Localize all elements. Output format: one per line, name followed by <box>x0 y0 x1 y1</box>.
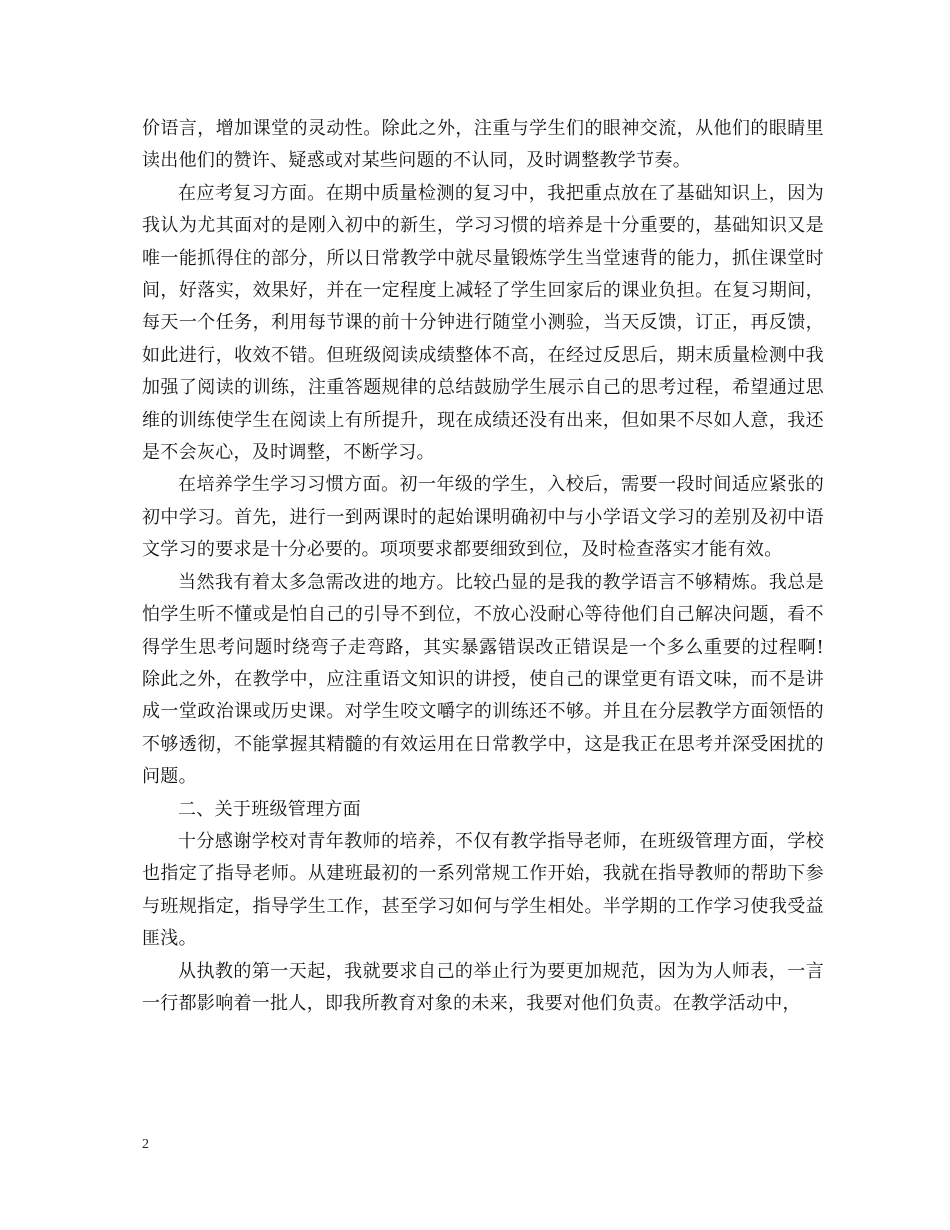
document-body <box>142 113 824 1020</box>
paragraph-improvements: 当然我有着太多急需改进的地方。比较凸显的是我的教学语言不够精炼。我总是怕学生听不懂或是怕自己的引导不到位，不放心没耐心等待他们自己解决问题，看不得学生思考问题时绕弯子走弯路，其实暴露错误改正错误是一个多么重要的过程啊!除此之外，在教学中，应注重语文知识的讲授，使自己的课堂更有语文味，而不是讲成一堂政治课或历史课。对学生咬文嚼字的训练还不够。并且在分层教学方面领悟的不够透彻，不能掌握其精髓的有效运用在日常教学中，这是我正在思考并深受困扰的问题。 <box>142 571 824 788</box>
paragraph-mentor-thanks: 十分感谢学校对青年教师的培养，不仅有教学指导老师，在班级管理方面，学校也指定了指导老师。从建班最初的一系列常规工作开始，我就在指导教师的帮助下参与班规指定，指导学生工作，甚至学习如何与学生相处。半学期的工作学习使我受益匪浅。 <box>142 830 824 950</box>
paragraph-study-habits: 在培养学生学习习惯方面。初一年级的学生，入校后，需要一段时间适应紧张的初中学习。首先，进行一到两课时的起始课明确初中与小学语文学习的差别及初中语文学习的要求是十分必要的。项项要求都要细致到位，及时检查落实才能有效。 <box>142 474 824 561</box>
paragraph-exam-review: 在应考复习方面。在期中质量检测的复习中，我把重点放在了基础知识上，因为我认为尤其面对的是刚入初中的新生，学习习惯的培养是十分重要的，基础知识又是唯一能抓得住的部分，所以日常教学中就尽量锻炼学生当堂速背的能力，抓住课堂时间，好落实，效果好，并在一定程度上减轻了学生回家后的课业负担。在复习期间，每天一个任务，利用每节课的前十分钟进行随堂小测验，当天反馈，订正，再反馈，如此进行，收效不错。但班级阅读成绩整体不高，在经过反思后，期末质量检测中我加强了阅读的训练，注重答题规律的总结鼓励学生展示自己的思考过程，希望通过思维的训练使学生在阅读上有所提升，现在成绩还没有出来，但如果不尽如人意，我还是不会灰心，及时调整，不断学习。 <box>142 182 824 464</box>
section-heading-class-management: 二、关于班级管理方面 <box>178 798 361 820</box>
paragraph-conduct: 从执教的第一天起，我就要求自己的举止行为要更加规范，因为为人师表，一言一行都影响着一批人，即我所教育对象的未来，我要对他们负责。在教学活动中， <box>142 960 824 1014</box>
paragraph-continuation: 价语言，增加课堂的灵动性。除此之外，注重与学生们的眼神交流，从他们的眼睛里读出他们的赞许、疑惑或对某些问题的不认同，及时调整教学节奏。 <box>142 118 824 172</box>
page-number: 2 <box>142 1137 149 1152</box>
